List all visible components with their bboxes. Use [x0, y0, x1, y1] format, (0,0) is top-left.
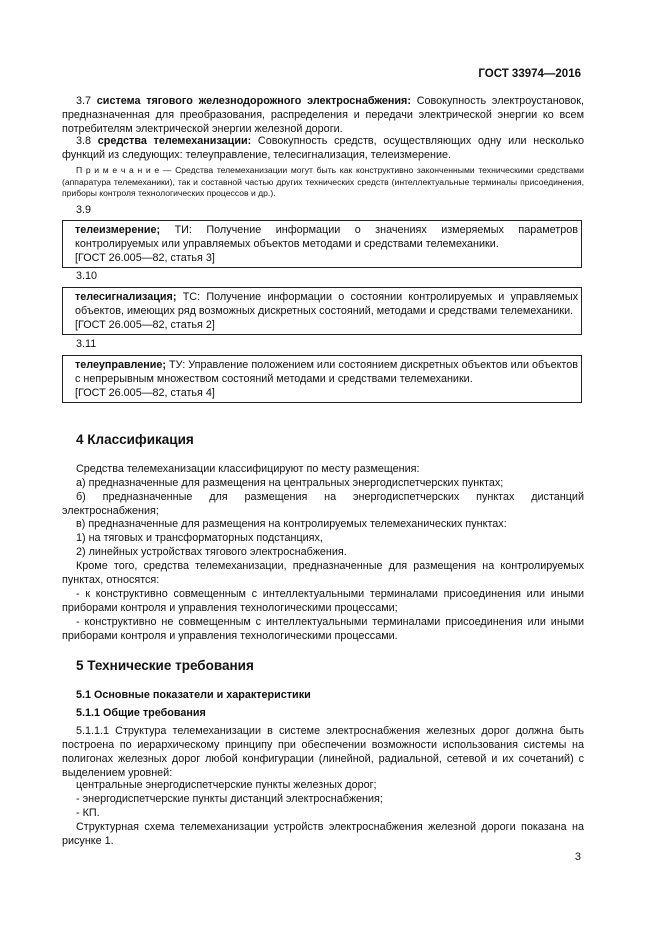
def-number: 3.7 — [76, 95, 92, 107]
def-number-3-10: 3.10 — [76, 270, 98, 282]
definition-box-3-10 — [62, 287, 582, 335]
definition-box-3-11 — [62, 355, 582, 403]
sec4-item-v1: 1) на тяговых и трансформаторных подстанциях, — [76, 532, 323, 544]
sec4-item-v2: 2) линейных устройствах тягового электроснабжения. — [76, 546, 347, 558]
def-number-3-9: 3.9 — [76, 204, 92, 216]
def-term: телеизмерение; — [75, 224, 161, 236]
sec4-dash-2: - конструктивно не совмещенным с интеллектуальными терминалами присоединения или иными приборами контроля и управления технологическими процессами. — [62, 616, 584, 642]
page-number: 3 — [574, 851, 581, 863]
def-text: ТС: Получение информации о состоянии контролируемых и управляемых объектов, имеющих ряд возможных дискретных состояний, методами и средствами телемеханики. — [75, 291, 578, 317]
def-reference: [ГОСТ 26.005—82, статья 4] — [75, 387, 215, 399]
definition-3-8 — [62, 134, 584, 162]
def-term: система тягового железнодорожного электроснабжения: — [96, 95, 411, 107]
subsection-5-1-1-title: 5.1.1 Общие требования — [76, 707, 206, 719]
def-text: ТУ: Управление положением или состоянием дискретных объектов или объектов с непрерывным множеством состояний методами и средствами телемеханики. — [75, 359, 578, 385]
def-reference: [ГОСТ 26.005—82, статья 3] — [75, 252, 215, 264]
def-number-3-11: 3.11 — [76, 338, 97, 350]
sec4-dash-1: - к конструктивно совмещенным с интеллектуальными терминалами присоединения или иными приборами контроля и управления технологическими процессами; — [62, 588, 584, 614]
def-term: телеуправление; — [75, 359, 166, 371]
def-term: средства телемеханизации: — [97, 135, 252, 147]
def-text: Совокупность средств, осуществляющих одну или несколько функций из следующих: телеуправление, телесигнализация, телеизмерение. — [62, 135, 584, 161]
definition-box-3-9 — [62, 220, 582, 268]
sec5-paragraph-1: 5.1.1.1 Структура телемеханизации в системе электроснабжения железных дорог должна быть построена по иерархическому принципу при обеспечении возможности использования системы на полигонах железных дорог любой конфигурации (линейной, радиальной, сетевой и их сочетаний) с выделением уровней: — [62, 725, 584, 779]
def-reference: [ГОСТ 26.005—82, статья 2] — [75, 319, 215, 331]
sec5-level-3: - КП. — [76, 807, 100, 819]
sec4-paragraph-1: Средства телемеханизации классифицируют по месту размещения: — [76, 463, 420, 475]
sec4-item-b: б) предназначенные для размещения на энергодиспетчерских пунктах дистанций электроснабжения; — [62, 491, 584, 517]
sec5-paragraph-2: Структурная схема телемеханизации устройств электроснабжения железной дороги показана на рисунке 1. — [62, 821, 584, 847]
standard-header: ГОСТ 33974—2016 — [478, 68, 581, 80]
def-text: ТИ: Получение информации о значениях измеряемых параметров контролируемых или управляемых объектов методами и средствами телемеханики. — [75, 224, 578, 250]
sec5-level-1: центральные энергодиспетчерские пункты железных дорог; — [76, 779, 377, 791]
sec4-item-v: в) предназначенные для размещения на контролируемых телемеханических пунктах: — [76, 518, 507, 530]
note-paragraph: П р и м е ч а н и е — Средства телемеханизации могут быть как конструктивно законченными техническими средствами (аппаратура телемеханики), так и составной частью других технических средств (интеллектуальные терминалы присоединения, приборы контроля технологических процессов и др.). — [62, 165, 584, 198]
sec4-paragraph-2: Кроме того, средства телемеханизации, предназначенные для размещения на контролируемых пунктах, относятся: — [62, 560, 584, 586]
def-text: Совокупность электроустановок, предназначенная для преобразования, распределения и передачи электрической энергии ко всем потребителям электрической энергии железной дороги. — [62, 95, 585, 135]
section-5-title: 5 Технические требования — [76, 658, 254, 673]
sec4-item-a: а) предназначенные для размещения на центральных энергодиспетчерских пунктах; — [76, 477, 504, 489]
sec5-level-2: - энергодиспетчерские пункты дистанций электроснабжения; — [76, 793, 383, 805]
def-term: телесигнализация; — [75, 291, 177, 303]
def-number: 3.8 — [76, 135, 92, 147]
section-4-title: 4 Классификация — [76, 432, 194, 447]
subsection-5-1-title: 5.1 Основные показатели и характеристики — [76, 689, 311, 701]
definition-3-7 — [62, 94, 584, 136]
